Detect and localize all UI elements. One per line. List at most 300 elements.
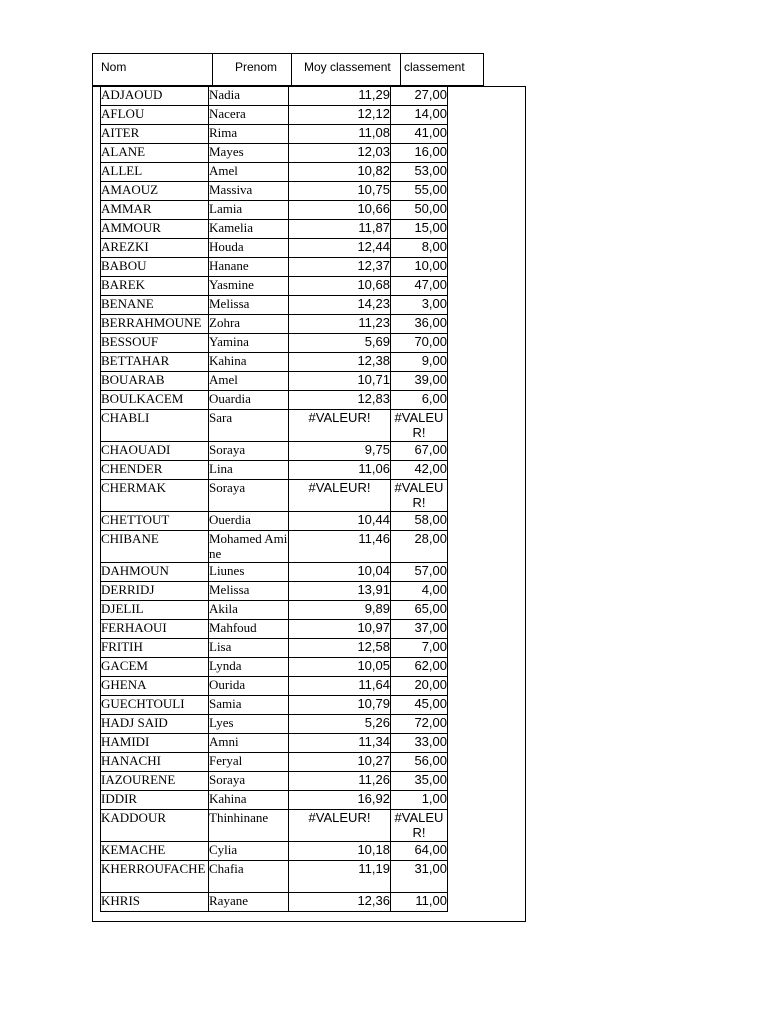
table-row	[101, 334, 448, 353]
cell-classement-text: 27,00	[414, 87, 447, 102]
cell-prenom	[209, 315, 289, 334]
cell-classement	[391, 620, 448, 639]
cell-classement	[391, 582, 448, 601]
cell-moy-classement	[289, 353, 391, 372]
cell-classement-text: 16,00	[414, 144, 447, 159]
cell-nom-text: CHETTOUT	[101, 512, 170, 527]
cell-prenom	[209, 125, 289, 144]
cell-classement-text: 39,00	[414, 372, 447, 387]
cell-moy-classement	[289, 696, 391, 715]
table-row	[101, 893, 448, 912]
cell-classement	[391, 810, 448, 842]
cell-classement-text: #VALEUR!	[394, 410, 444, 440]
cell-prenom	[209, 480, 289, 512]
cell-classement	[391, 106, 448, 125]
cell-prenom-text: Amel	[209, 372, 238, 387]
cell-nom-text: KHERROUFACHE	[101, 861, 206, 876]
table-row	[101, 715, 448, 734]
cell-classement	[391, 861, 448, 893]
cell-nom	[101, 582, 209, 601]
cell-classement-text: 65,00	[414, 601, 447, 616]
cell-classement-text: 47,00	[414, 277, 447, 292]
table-row	[101, 791, 448, 810]
cell-classement-text: 72,00	[414, 715, 447, 730]
cell-nom-text: BESSOUF	[101, 334, 159, 349]
cell-moy-classement	[289, 658, 391, 677]
cell-moy-classement-text: 11,23	[358, 315, 390, 330]
cell-moy-classement	[289, 277, 391, 296]
cell-prenom	[209, 734, 289, 753]
cell-moy-classement	[289, 201, 391, 220]
cell-prenom-text: Soraya	[209, 480, 246, 495]
cell-prenom	[209, 531, 289, 563]
table-row	[101, 144, 448, 163]
cell-prenom-text: Rima	[209, 125, 238, 140]
cell-classement-text: 57,00	[414, 563, 447, 578]
table-row	[101, 531, 448, 563]
cell-nom-text: AITER	[101, 125, 140, 140]
table-row	[101, 220, 448, 239]
cell-classement	[391, 601, 448, 620]
cell-moy-classement-text: 11,08	[358, 125, 390, 140]
cell-nom	[101, 715, 209, 734]
cell-classement-text: 6,00	[421, 391, 447, 406]
cell-classement	[391, 144, 448, 163]
cell-nom-text: FRITIH	[101, 639, 143, 654]
cell-moy-classement	[289, 125, 391, 144]
table-row	[101, 87, 448, 106]
cell-nom	[101, 163, 209, 182]
header-prenom: Prenom	[235, 60, 278, 74]
cell-moy-classement-text: #VALEUR!	[308, 410, 371, 425]
cell-nom	[101, 334, 209, 353]
cell-prenom-text: Nadia	[209, 87, 241, 102]
cell-moy-classement-text: 11,26	[358, 772, 390, 787]
cell-moy-classement	[289, 601, 391, 620]
cell-moy-classement-text: 9,89	[364, 601, 390, 616]
cell-nom-text: BOULKACEM	[101, 391, 184, 406]
cell-prenom	[209, 893, 289, 912]
cell-moy-classement	[289, 715, 391, 734]
cell-classement	[391, 334, 448, 353]
cell-classement-text: 42,00	[414, 461, 447, 476]
cell-moy-classement-text: 11,19	[358, 861, 390, 876]
cell-nom	[101, 239, 209, 258]
cell-prenom	[209, 144, 289, 163]
cell-moy-classement-text: 10,75	[357, 182, 390, 197]
cell-prenom	[209, 461, 289, 480]
cell-prenom-text: Hanane	[209, 258, 249, 273]
cell-nom-text: BERRAHMOUNE	[101, 315, 202, 330]
cell-classement	[391, 258, 448, 277]
table-row	[101, 442, 448, 461]
cell-moy-classement	[289, 461, 391, 480]
cell-moy-classement-text: 12,58	[357, 639, 390, 654]
cell-nom	[101, 842, 209, 861]
cell-prenom-text: Kahina	[209, 353, 247, 368]
cell-nom	[101, 601, 209, 620]
cell-nom-text: DERRIDJ	[101, 582, 155, 597]
cell-prenom	[209, 639, 289, 658]
cell-nom	[101, 182, 209, 201]
cell-classement-text: 55,00	[414, 182, 447, 197]
cell-nom-text: BAREK	[101, 277, 146, 292]
cell-moy-classement-text: 5,26	[364, 715, 390, 730]
cell-nom	[101, 772, 209, 791]
cell-classement-text: 45,00	[414, 696, 447, 711]
cell-nom-text: AFLOU	[101, 106, 145, 121]
table-row	[101, 391, 448, 410]
cell-classement	[391, 442, 448, 461]
cell-moy-classement	[289, 480, 391, 512]
cell-classement-text: 36,00	[414, 315, 447, 330]
cell-prenom	[209, 106, 289, 125]
cell-prenom	[209, 410, 289, 442]
cell-prenom-text: Chafia	[209, 861, 244, 876]
cell-nom	[101, 391, 209, 410]
cell-nom-text: IDDIR	[101, 791, 138, 806]
cell-classement-text: 58,00	[414, 512, 447, 527]
cell-moy-classement	[289, 753, 391, 772]
cell-moy-classement	[289, 334, 391, 353]
cell-nom-text: KEMACHE	[101, 842, 166, 857]
table-row	[101, 353, 448, 372]
cell-moy-classement-text: 10,44	[357, 512, 390, 527]
table-row	[101, 201, 448, 220]
cell-moy-classement	[289, 239, 391, 258]
cell-moy-classement-text: 12,38	[357, 353, 390, 368]
cell-prenom-text: Lina	[209, 461, 233, 476]
cell-classement	[391, 461, 448, 480]
table-row	[101, 315, 448, 334]
students-table	[100, 86, 448, 912]
cell-classement-text: 10,00	[414, 258, 447, 273]
cell-nom	[101, 277, 209, 296]
table-row	[101, 842, 448, 861]
cell-prenom	[209, 753, 289, 772]
cell-classement	[391, 696, 448, 715]
table-row	[101, 861, 448, 893]
cell-moy-classement-text: 11,64	[358, 677, 390, 692]
cell-nom-text: IAZOURENE	[101, 772, 176, 787]
cell-prenom-text: Lisa	[209, 639, 232, 654]
cell-prenom-text: Lyes	[209, 715, 234, 730]
table-row	[101, 601, 448, 620]
cell-prenom-text: Nacera	[209, 106, 246, 121]
cell-prenom-text: Soraya	[209, 442, 246, 457]
cell-prenom-text: Amel	[209, 163, 238, 178]
cell-classement-text: 8,00	[421, 239, 447, 254]
cell-moy-classement	[289, 410, 391, 442]
cell-nom-text: AREZKI	[101, 239, 149, 254]
cell-nom	[101, 201, 209, 220]
cell-moy-classement	[289, 512, 391, 531]
cell-prenom-text: Lynda	[209, 658, 242, 673]
cell-nom-text: DJELIL	[101, 601, 144, 616]
header-divider	[212, 54, 213, 85]
cell-prenom	[209, 442, 289, 461]
cell-classement	[391, 734, 448, 753]
cell-nom	[101, 563, 209, 582]
cell-classement-text: 56,00	[414, 753, 447, 768]
cell-prenom	[209, 582, 289, 601]
cell-nom	[101, 372, 209, 391]
cell-nom	[101, 480, 209, 512]
cell-classement-text: 28,00	[414, 531, 447, 546]
cell-prenom	[209, 563, 289, 582]
cell-classement-text: 37,00	[414, 620, 447, 635]
cell-moy-classement-text: 12,03	[357, 144, 390, 159]
cell-classement-text: 64,00	[414, 842, 447, 857]
cell-classement	[391, 893, 448, 912]
cell-nom	[101, 531, 209, 563]
cell-moy-classement	[289, 620, 391, 639]
cell-prenom-text: Ouardia	[209, 391, 251, 406]
cell-nom-text: KADDOUR	[101, 810, 166, 825]
cell-prenom-text: Soraya	[209, 772, 246, 787]
table-row	[101, 639, 448, 658]
cell-moy-classement-text: 14,23	[357, 296, 390, 311]
cell-moy-classement	[289, 163, 391, 182]
cell-nom	[101, 410, 209, 442]
cell-classement-text: 9,00	[421, 353, 447, 368]
cell-classement-text: 50,00	[414, 201, 447, 216]
cell-nom-text: BABOU	[101, 258, 147, 273]
cell-nom	[101, 125, 209, 144]
cell-classement-text: #VALEUR!	[394, 480, 444, 510]
cell-nom	[101, 677, 209, 696]
cell-classement-text: 3,00	[421, 296, 447, 311]
table-body	[101, 87, 448, 912]
cell-moy-classement-text: 12,37	[357, 258, 390, 273]
cell-prenom	[209, 696, 289, 715]
cell-prenom-text: Melissa	[209, 296, 250, 311]
cell-classement	[391, 639, 448, 658]
table-row	[101, 563, 448, 582]
cell-prenom-text: Zohra	[209, 315, 241, 330]
cell-prenom	[209, 512, 289, 531]
cell-moy-classement-text: 10,04	[357, 563, 390, 578]
cell-classement	[391, 391, 448, 410]
table-row	[101, 512, 448, 531]
cell-prenom-text: Mahfoud	[209, 620, 257, 635]
cell-classement-text: 53,00	[414, 163, 447, 178]
cell-classement-text: 70,00	[414, 334, 447, 349]
cell-prenom	[209, 842, 289, 861]
cell-classement	[391, 296, 448, 315]
cell-classement	[391, 239, 448, 258]
cell-classement-text: 67,00	[414, 442, 447, 457]
cell-nom-text: ADJAOUD	[101, 87, 163, 102]
cell-classement-text: 31,00	[414, 861, 447, 876]
table-row	[101, 239, 448, 258]
cell-classement	[391, 125, 448, 144]
cell-classement	[391, 531, 448, 563]
table-row	[101, 582, 448, 601]
cell-nom-text: AMAOUZ	[101, 182, 159, 197]
cell-classement	[391, 480, 448, 512]
cell-classement	[391, 842, 448, 861]
cell-moy-classement	[289, 106, 391, 125]
cell-nom	[101, 810, 209, 842]
table-row	[101, 480, 448, 512]
cell-moy-classement	[289, 639, 391, 658]
table-row	[101, 372, 448, 391]
cell-classement	[391, 277, 448, 296]
cell-nom-text: HANACHI	[101, 753, 161, 768]
cell-classement	[391, 87, 448, 106]
cell-prenom-text: Yasmine	[209, 277, 254, 292]
table-row	[101, 461, 448, 480]
cell-nom-text: AMMOUR	[101, 220, 161, 235]
table-row	[101, 296, 448, 315]
cell-nom	[101, 353, 209, 372]
table-row	[101, 163, 448, 182]
cell-classement	[391, 410, 448, 442]
cell-classement-text: 4,00	[421, 582, 447, 597]
cell-classement	[391, 220, 448, 239]
table-row	[101, 810, 448, 842]
cell-prenom	[209, 861, 289, 893]
cell-nom-text: CHENDER	[101, 461, 163, 476]
cell-nom	[101, 753, 209, 772]
table-row	[101, 258, 448, 277]
cell-classement-text: 11,00	[415, 893, 447, 908]
cell-prenom	[209, 601, 289, 620]
cell-prenom	[209, 334, 289, 353]
cell-prenom-text: Akila	[209, 601, 238, 616]
cell-nom	[101, 315, 209, 334]
table-row	[101, 677, 448, 696]
table-row	[101, 658, 448, 677]
cell-prenom	[209, 182, 289, 201]
cell-nom-text: CHERMAK	[101, 480, 167, 495]
cell-nom-text: DAHMOUN	[101, 563, 169, 578]
table-row	[101, 753, 448, 772]
table-row	[101, 410, 448, 442]
cell-moy-classement-text: 10,97	[357, 620, 390, 635]
cell-moy-classement-text: 10,79	[357, 696, 390, 711]
cell-nom	[101, 442, 209, 461]
cell-moy-classement-text: 9,75	[364, 442, 390, 457]
cell-classement	[391, 315, 448, 334]
cell-nom	[101, 791, 209, 810]
cell-moy-classement	[289, 391, 391, 410]
header-divider	[291, 54, 292, 85]
cell-nom	[101, 696, 209, 715]
cell-prenom-text: Ouerdia	[209, 512, 251, 527]
cell-classement	[391, 658, 448, 677]
cell-prenom-text: Kahina	[209, 791, 247, 806]
cell-prenom	[209, 391, 289, 410]
cell-classement	[391, 163, 448, 182]
cell-nom-text: ALLEL	[101, 163, 143, 178]
cell-moy-classement	[289, 87, 391, 106]
cell-nom	[101, 461, 209, 480]
cell-moy-classement	[289, 531, 391, 563]
cell-prenom-text: Thinhinane	[209, 810, 269, 825]
cell-prenom	[209, 277, 289, 296]
cell-nom	[101, 861, 209, 893]
cell-prenom	[209, 658, 289, 677]
cell-moy-classement-text: 10,66	[357, 201, 390, 216]
table-row	[101, 696, 448, 715]
cell-moy-classement	[289, 791, 391, 810]
cell-prenom-text: Rayane	[209, 893, 248, 908]
cell-prenom-text: Yamina	[209, 334, 249, 349]
cell-prenom	[209, 163, 289, 182]
cell-nom	[101, 258, 209, 277]
cell-nom-text: AMMAR	[101, 201, 152, 216]
cell-moy-classement	[289, 220, 391, 239]
cell-nom-text: BOUARAB	[101, 372, 165, 387]
cell-nom-text: ALANE	[101, 144, 146, 159]
cell-prenom-text: Houda	[209, 239, 244, 254]
cell-moy-classement	[289, 810, 391, 842]
cell-moy-classement-text: 12,36	[357, 893, 390, 908]
cell-moy-classement-text: 12,44	[357, 239, 390, 254]
cell-nom-text: CHAOUADI	[101, 442, 171, 457]
cell-classement-text: 7,00	[421, 639, 447, 654]
cell-nom	[101, 639, 209, 658]
table-row	[101, 277, 448, 296]
cell-classement-text: 33,00	[414, 734, 447, 749]
cell-prenom	[209, 620, 289, 639]
cell-moy-classement	[289, 582, 391, 601]
cell-prenom	[209, 296, 289, 315]
cell-prenom	[209, 772, 289, 791]
cell-prenom-text: Samia	[209, 696, 242, 711]
cell-prenom-text: Massiva	[209, 182, 253, 197]
cell-prenom	[209, 791, 289, 810]
cell-nom-text: GACEM	[101, 658, 148, 673]
cell-nom-text: CHIBANE	[101, 531, 159, 546]
cell-nom	[101, 658, 209, 677]
cell-moy-classement-text: 10,18	[357, 842, 390, 857]
cell-moy-classement-text: 5,69	[364, 334, 390, 349]
cell-moy-classement-text: 11,29	[358, 87, 390, 102]
cell-classement-text: 62,00	[414, 658, 447, 673]
cell-nom	[101, 87, 209, 106]
cell-prenom-text: Sara	[209, 410, 233, 425]
cell-moy-classement	[289, 442, 391, 461]
cell-nom-text: GHENA	[101, 677, 147, 692]
cell-classement	[391, 563, 448, 582]
cell-prenom	[209, 258, 289, 277]
cell-classement	[391, 201, 448, 220]
header-classement: classement	[404, 60, 465, 74]
cell-classement-text: 1,00	[421, 791, 447, 806]
header-divider	[400, 54, 401, 85]
cell-prenom	[209, 201, 289, 220]
cell-prenom-text: Melissa	[209, 582, 250, 597]
cell-prenom	[209, 810, 289, 842]
cell-nom-text: HADJ SAID	[101, 715, 168, 730]
cell-moy-classement	[289, 842, 391, 861]
cell-prenom-text: Mohamed Amine	[209, 531, 288, 561]
cell-classement	[391, 512, 448, 531]
cell-moy-classement-text: 11,46	[358, 531, 390, 546]
cell-moy-classement	[289, 772, 391, 791]
cell-nom	[101, 220, 209, 239]
cell-prenom-text: Kamelia	[209, 220, 254, 235]
cell-classement	[391, 353, 448, 372]
cell-moy-classement	[289, 372, 391, 391]
cell-moy-classement	[289, 182, 391, 201]
cell-moy-classement-text: 10,82	[357, 163, 390, 178]
cell-classement	[391, 715, 448, 734]
cell-classement-text: 14,00	[414, 106, 447, 121]
